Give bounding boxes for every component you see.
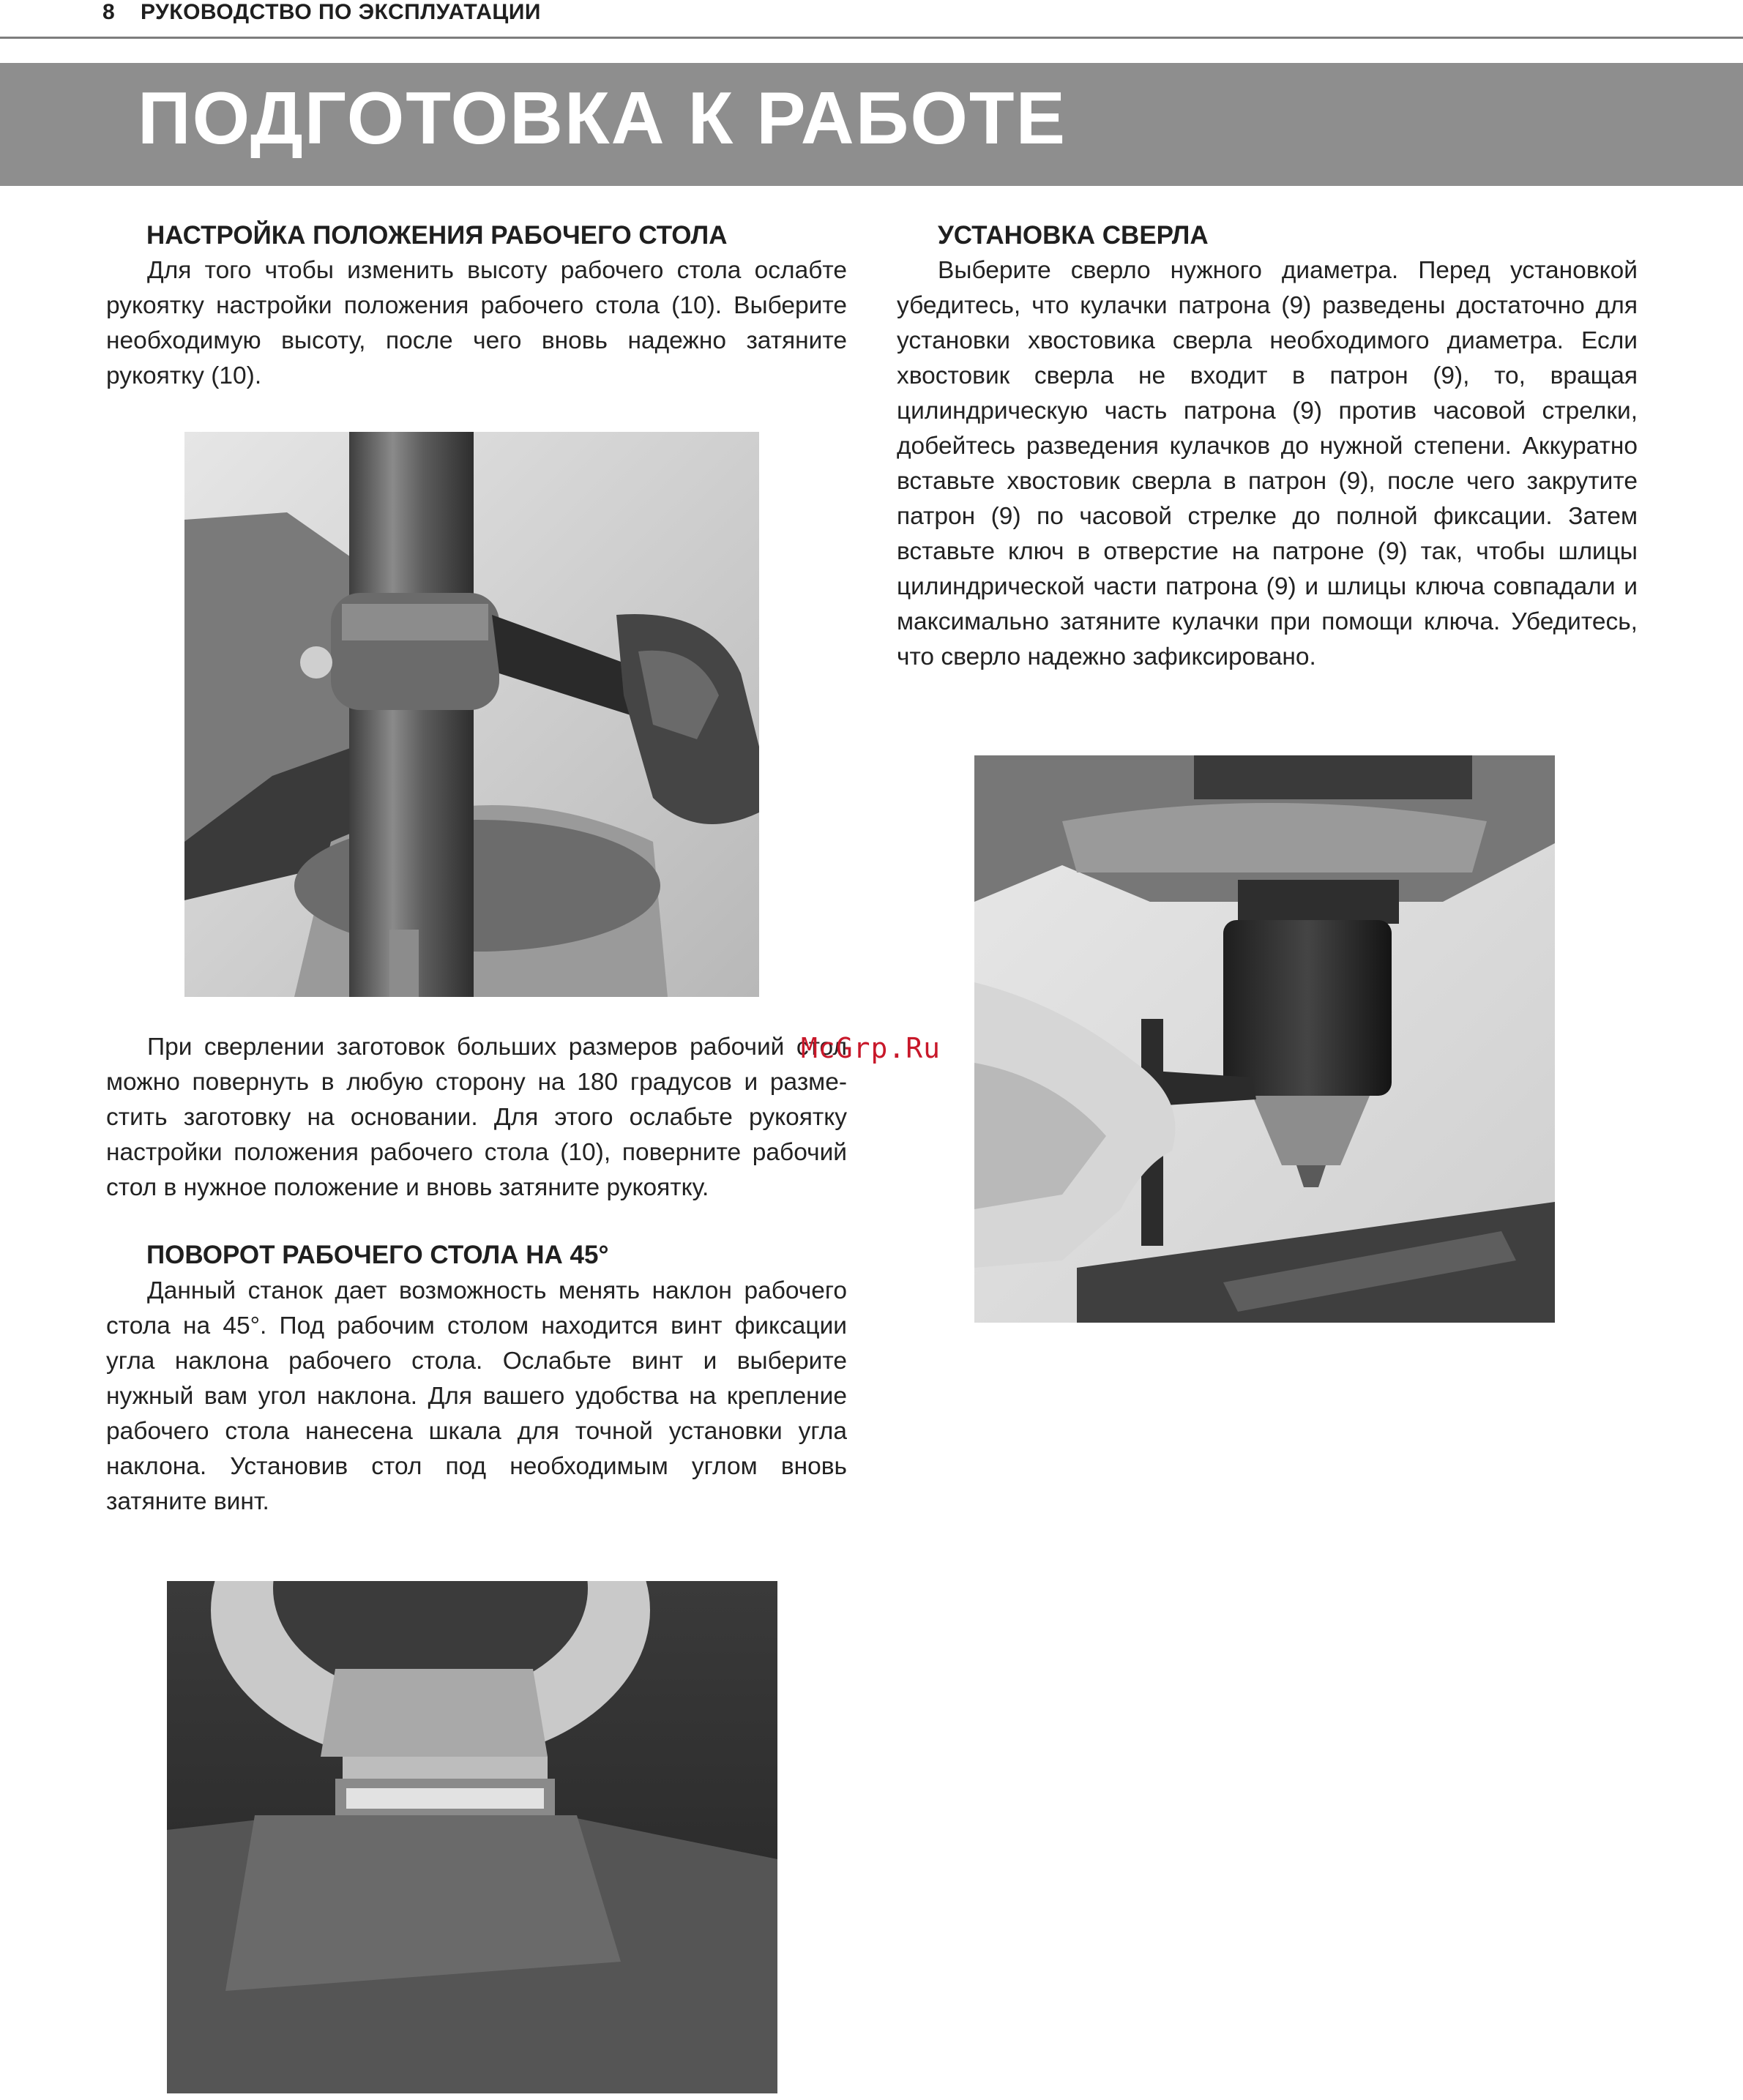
header-rule <box>0 37 1743 39</box>
section-text-drill-install: Выберите сверло нужного диаметра. Перед установкой убедитесь, что кулачки патрона (9) разведены достаточно для установки хвостовика сверла необходимого диаметра. Если хвостовик сверла не входит в патрон (9), то, вращая цилиндрическую часть патрона (9) против часовой стрелки, добейтесь разведения кулачков до нужной степени. Аккуратно вставьте хвостовик сверла в патрон (9), после чего закрутите патрон (9) по часовой стрелке до полной фиксации. Затем вставьте ключ в отверстие на патроне (9) так, чтобы шлицы цилиндрической части патрона (9) и шлицы ключа совпадали и максимально затяните кулачки при помощи ключа. Убедитесь, что сверло надежно зафиксировано. <box>897 257 1638 670</box>
paragraph-rotate-table-180: При сверлении заготовок больших размеров рабочий стол можно повернуть в любую сторону на 180 градусов и разместить заготовку на основании. Для этого ослабьте рукоятку настройки положения рабочего стола (10), поверните рабочий стол в нужное положение и вновь затяните рукоятку. <box>106 1034 847 1201</box>
photo-chuck-key <box>974 755 1555 1323</box>
section-heading-tilt-45: ПОВОРОТ РАБОЧЕГО СТОЛА НА 45° <box>146 1241 609 1269</box>
section-text-table-position: Для того чтобы изменить высоту рабочего стола ослабте рукоятку настройки положения рабочего стола (10). Выберите необходимую высоту, после чего вновь надежно затяните рукоятку (10). <box>106 257 847 389</box>
section-heading-drill-install: УСТАНОВКА СВЕРЛА <box>938 221 1209 250</box>
photo-tilt-scale <box>167 1581 777 2093</box>
watermark: McGrp.Ru <box>801 1032 941 1064</box>
section-heading-table-position: НАСТРОЙКА ПОЛОЖЕНИЯ РАБОЧЕГО СТОЛА <box>146 221 728 250</box>
section-text-tilt-45: Данный станок дает возможность менять наклон рабочего стола на 45°. Под рабочим столом находится винт фиксации угла наклона рабочего стола. Ослабьте винт и выберите нужный вам угол наклона. Для вашего удобства на крепление рабочего стола нанесена шкала для точной установки угла наклона. Установив стол под необходимым углом вновь затяните винт. <box>106 1277 847 1515</box>
running-title: РУКОВОДСТВО ПО ЭКСПЛУАТАЦИИ <box>141 0 541 24</box>
photo-table-height-handle <box>184 432 759 997</box>
page-number: 8 <box>102 0 116 24</box>
page-title: ПОДГОТОВКА К РАБОТЕ <box>138 78 1067 160</box>
